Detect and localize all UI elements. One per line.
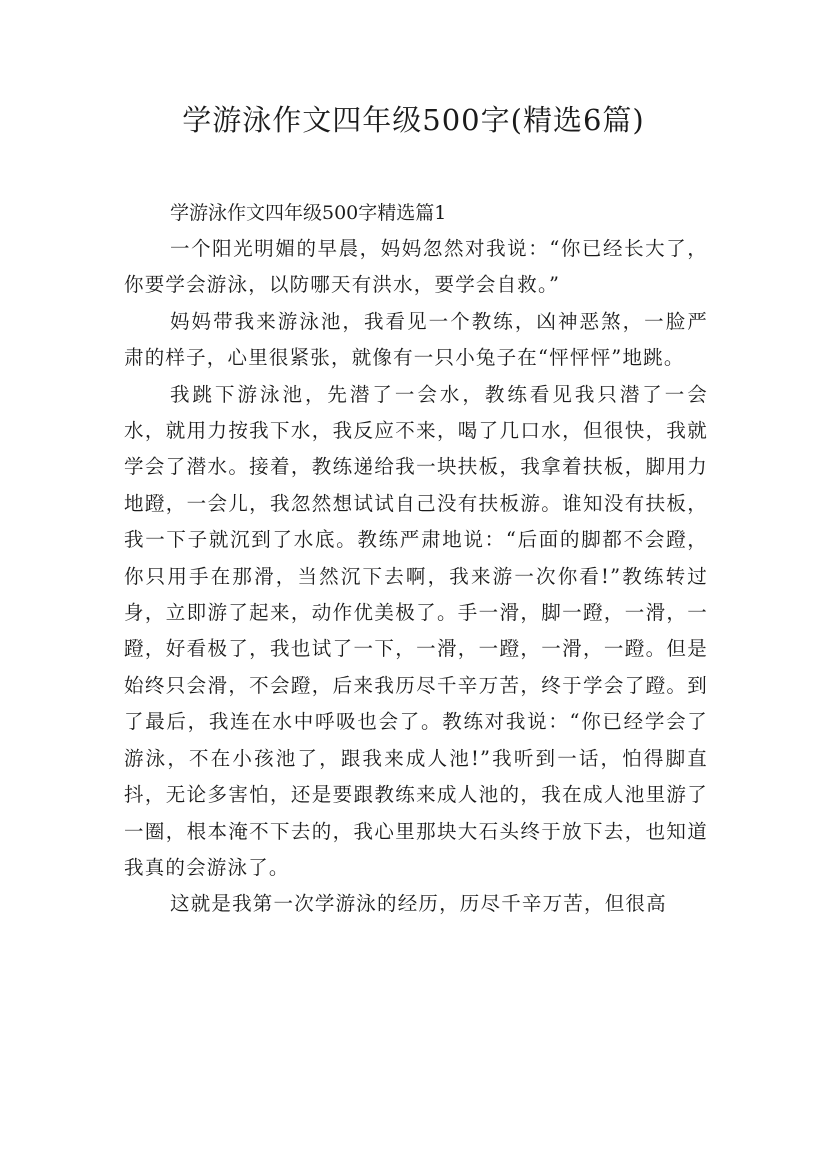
document-title: 学游泳作文四年级500字(精选6篇) (182, 103, 645, 137)
document-body (124, 195, 708, 923)
section-heading: 学游泳作文四年级500字精选篇1 (170, 202, 447, 224)
paragraph-1: 一个阳光明媚的早晨，妈妈忽然对我说：“你已经长大了，你要学会游泳，以防哪天有洪水，要学会自救。” (124, 237, 708, 297)
paragraph-2: 妈妈带我来游泳池，我看见一个教练，凶神恶煞，一脸严肃的样子，心里很紧张，就像有一只小兔子在“怦怦怦”地跳。 (124, 309, 708, 370)
paragraph-4: 这就是我第一次学游泳的经历，历尽千辛万苦，但很高 (170, 892, 667, 916)
paragraph-3: 我跳下游泳池，先潜了一会水，教练看见我只潜了一会水，就用力按我下水，我反应不来，喝了几口水，但很快，我就学会了潜水。接着，教练递给我一块扶板，我拿着扶板，脚用力地蹬，一会儿，我忽然想试试自己没有扶板游。谁知没有扶板，我一下子就沉到了水底。教练严肃地说：“后面的脚都不会蹬，你只用手在那滑，当然沉下去啊，我来游一次你看!”教练转过身，立即游了起来，动作优美极了。手一滑，脚一蹬，一滑，一蹬，好看极了，我也试了一下，一滑，一蹬，一滑，一蹬。但是始终只会滑，不会蹬，后来我历尽千辛万苦，终于学会了蹬。到了最后，我连在水中呼吸也会了。教练对我说：“你已经学会了游泳，不在小孩池了，跟我来成人池!”我听到一话，怕得脚直抖，无论多害怕，还是要跟教练来成人池的，我在成人池里游了一圈，根本淹不下去的，我心里那块大石头终于放下去，也知道我真的会游泳了。 (124, 382, 708, 879)
